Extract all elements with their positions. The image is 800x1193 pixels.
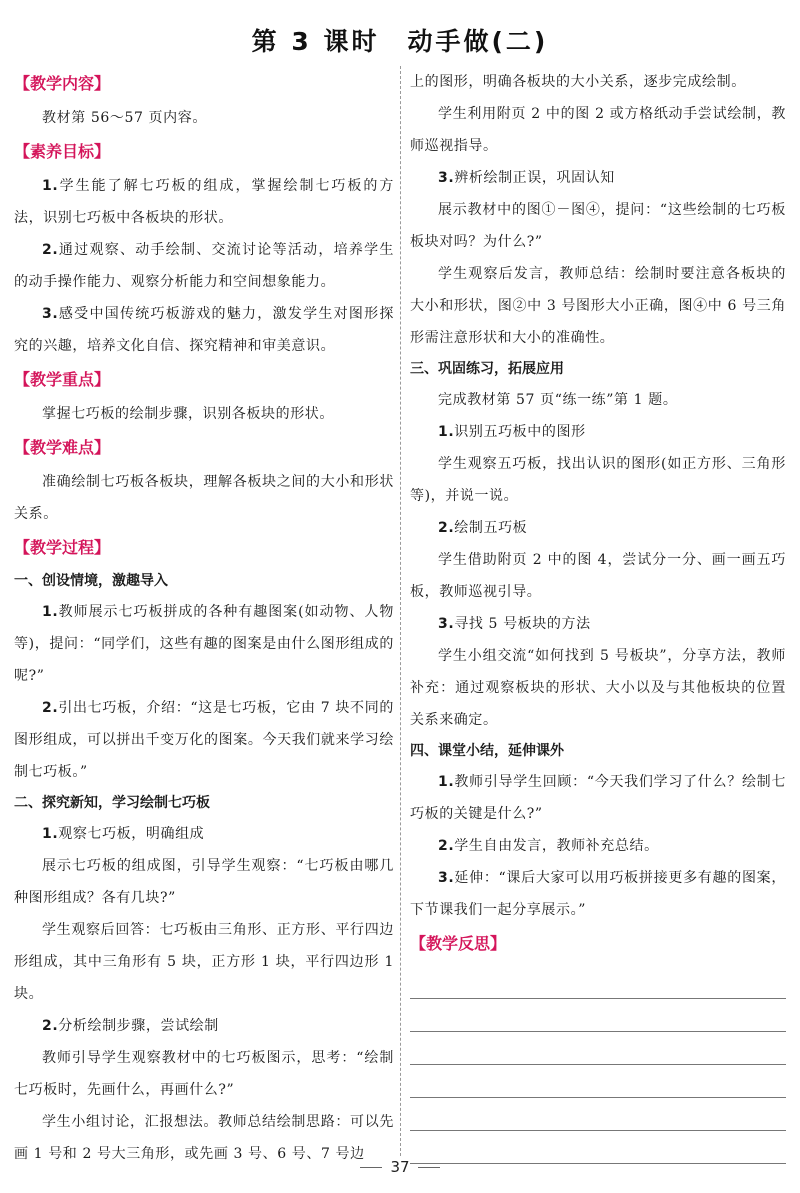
step-2-sub-1: 1.观察七巧板，明确组成 (42, 826, 205, 842)
step-4-heading: 四、课堂小结，延伸课外 (410, 743, 564, 759)
right-column (410, 66, 786, 1164)
step-3-sub-2-a: 学生借助附页 2 中的图 4，尝试分一分、画一画五巧板，教师巡视引导。 (410, 552, 786, 600)
content-text: 教材第 56～57 页内容。 (42, 110, 207, 126)
step-3-sub-3-a: 学生小组交流“如何找到 5 号板块”，分享方法，教师补充：通过观察板块的形状、大小以及与其他板块的位置关系来确定。 (410, 648, 786, 728)
step-2-sub-2-c: 学生利用附页 2 中的图 2 或方格纸动手尝试绘制，教师巡视指导。 (410, 106, 786, 154)
writing-line[interactable] (410, 966, 786, 999)
step-2-sub-3-b: 学生观察后发言，教师总结：绘制时要注意各板块的大小和形状，图②中 3 号图形大小正确，图④中 6 号三角形需注意形状和大小的准确性。 (410, 266, 786, 346)
section-tag-key: 【教学重点】 (14, 370, 111, 389)
continued-text: 上的图形，明确各板块的大小关系，逐步完成绘制。 (410, 74, 746, 90)
step-2-sub-2: 2.分析绘制步骤，尝试绘制 (42, 1018, 219, 1034)
step-1-para-2: 2.引出七巧板，介绍：“这是七巧板，它由 7 块不同的图形组成，可以拼出千变万化的图案。今天我们就来学习绘制七巧板。” (14, 700, 394, 780)
step-3-sub-1-a: 学生观察五巧板，找出认识的图形(如正方形、三角形等)，并说一说。 (410, 456, 786, 504)
step-1-para-1: 1.教师展示七巧板拼成的各种有趣图案(如动物、人物等)，提问：“同学们，这些有趣的图案是由什么图形组成的呢?” (14, 604, 394, 684)
goal-3: 3.感受中国传统巧板游戏的魅力，激发学生对图形探究的兴趣，培养文化自信、探究精神和审美意识。 (14, 306, 394, 354)
step-1-heading: 一、创设情境，激趣导入 (14, 573, 168, 589)
step-2-heading: 二、探究新知，学习绘制七巧板 (14, 795, 210, 811)
section-tag-content: 【教学内容】 (14, 74, 111, 93)
goal-1: 1.学生能了解七巧板的组成，掌握绘制七巧板的方法，识别七巧板中各板块的形状。 (14, 178, 394, 226)
page-dash-right (418, 1167, 440, 1168)
page-number: 37 (0, 1158, 800, 1176)
step-2-sub-2-b: 学生小组讨论，汇报想法。教师总结绘制思路：可以先画 1 号和 2 号大三角形，或先画 3 号、6 号、7 号边 (14, 1114, 394, 1162)
step-2-sub-1-b: 学生观察后回答：七巧板由三角形、正方形、平行四边形组成，其中三角形有 5 块，正方形 1 块，平行四边形 1 块。 (14, 922, 394, 1002)
step-3-sub-3: 3.寻找 5 号板块的方法 (438, 616, 591, 632)
section-tag-process: 【教学过程】 (14, 538, 111, 557)
step-2-sub-3-a: 展示教材中的图①－图④，提问：“这些绘制的七巧板板块对吗？为什么?” (410, 202, 786, 250)
step-4-para-3: 3.延伸：“课后大家可以用巧板拼接更多有趣的图案，下节课我们一起分享展示。” (410, 870, 786, 918)
page-title: 第 3 课时 动手做(二) (251, 27, 549, 56)
column-divider (400, 66, 401, 1156)
step-4-para-2: 2.学生自由发言，教师补充总结。 (438, 838, 659, 854)
section-tag-difficult: 【教学难点】 (14, 438, 111, 457)
step-3-intro: 完成教材第 57 页“练一练”第 1 题。 (438, 392, 678, 408)
page-dash-left (360, 1167, 382, 1168)
writing-line[interactable] (410, 1098, 786, 1131)
reflection-lines (410, 966, 786, 1164)
writing-line[interactable] (410, 999, 786, 1032)
writing-line[interactable] (410, 1065, 786, 1098)
section-tag-reflect: 【教学反思】 (410, 934, 507, 953)
key-text: 掌握七巧板的绘制步骤，识别各板块的形状。 (42, 406, 334, 422)
left-column (14, 66, 394, 1170)
step-3-sub-1: 1.识别五巧板中的图形 (438, 424, 586, 440)
writing-line[interactable] (410, 1032, 786, 1065)
step-3-heading: 三、巩固练习，拓展应用 (410, 361, 564, 377)
step-2-sub-3: 3.辨析绘制正误，巩固认知 (438, 170, 615, 186)
step-2-sub-1-a: 展示七巧板的组成图，引导学生观察：“七巧板由哪几种图形组成？各有几块?” (14, 858, 394, 906)
section-tag-goals: 【素养目标】 (14, 142, 111, 161)
goal-2: 2.通过观察、动手绘制、交流讨论等活动，培养学生的动手操作能力、观察分析能力和空间想象能力。 (14, 242, 394, 290)
step-2-sub-2-a: 教师引导学生观察教材中的七巧板图示，思考：“绘制七巧板时，先画什么，再画什么?” (14, 1050, 394, 1098)
step-3-sub-2: 2.绘制五巧板 (438, 520, 528, 536)
step-4-para-1: 1.教师引导学生回顾：“今天我们学习了什么？绘制七巧板的关键是什么?” (410, 774, 786, 822)
difficult-text: 准确绘制七巧板各板块，理解各板块之间的大小和形状关系。 (14, 474, 394, 522)
